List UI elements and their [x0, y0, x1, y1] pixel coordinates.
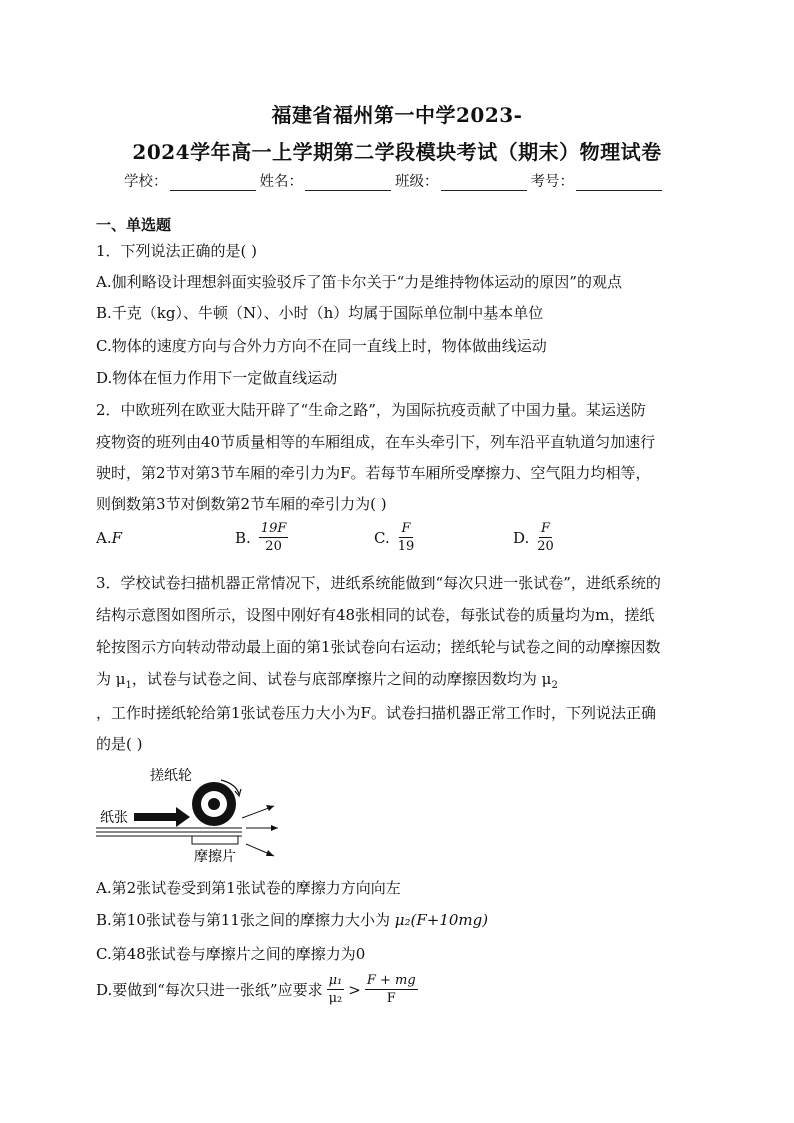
q2-stem-line3: 驶时，第2节对第3节车厢的牵引力为F。若每节车厢所受摩擦力、空气阻力均相等，: [96, 464, 651, 482]
q2-option-b: B. $\frac{19F}{20}$: [235, 521, 287, 554]
q3-option-d-rhs: $\frac{F + mg}{F}$: [366, 973, 416, 1006]
push-arrow-icon: [134, 813, 176, 821]
section-title: 一、单选题: [96, 216, 172, 234]
q3-stem-line2: 结构示意图如图所示，设图中刚好有48张相同的试卷，每张试卷的质量均为m，搓纸: [96, 606, 655, 624]
q1-option-a: A.伽利略设计理想斜面实验驳斥了笛卡尔关于“力是维持物体运动的原因”的观点: [96, 273, 622, 291]
name-label: 姓名：: [259, 174, 303, 190]
q3-option-d: D.要做到“每次只进一张纸”应要求 $\frac{\text{μ₁}}{\text{μ₂}}$ > $\frac{F + mg}{F}$: [96, 973, 416, 1006]
q3-stem-line5: ，工作时搓纸轮给第1张试卷压力大小为F。试卷扫描机器正常工作时，下列说法正确: [96, 704, 656, 722]
q2-stem-line2: 疫物资的班列由40节质量相等的车厢组成，在车头牵引下，列车沿平直轨道匀加速行: [96, 433, 656, 451]
q3-option-b: B.第10张试卷与第11张之间的摩擦力大小为 μ₂(F+10mg): [96, 911, 489, 929]
q2-stem-line1: 2．中欧班列在欧亚大陆开辟了“生命之路”，为国际抗疫贡献了中国力量。某运送防: [96, 401, 646, 419]
class-label: 班级：: [395, 174, 439, 190]
paper-feed-diagram: [96, 764, 296, 864]
school-field[interactable]: [124, 170, 256, 191]
school-label: 学校：: [124, 174, 168, 190]
q2-option-d-fraction: $\frac{F}{20}$: [537, 521, 554, 554]
q1-stem: 1．下列说法正确的是( ): [96, 242, 258, 260]
q2-option-c: C. $\frac{F}{19}$: [374, 521, 415, 554]
q3-stem-line3: 轮按图示方向转动带动最上面的第1张试卷向右运动；搓纸轮与试卷之间的动摩擦因数: [96, 638, 661, 656]
friction-pad: [192, 836, 238, 844]
school-blank[interactable]: [170, 174, 256, 191]
page-title-line2: 2024学年高一上学期第二学段模块考试（期末）物理试卷: [132, 140, 662, 164]
paper-label: 纸张: [100, 810, 128, 826]
q1-option-d: D.物体在恒力作用下一定做直线运动: [96, 369, 338, 387]
q2-stem-line4: 则倒数第3节对倒数第2节车厢的牵引力为( ): [96, 495, 387, 513]
q3-option-b-formula: μ₂(F+10mg): [394, 911, 489, 929]
q2-option-a: A. F: [96, 528, 123, 547]
q2-option-b-fraction: $\frac{19F}{20}$: [260, 521, 287, 554]
q3-option-d-lhs: $\frac{\text{μ₁}}{\text{μ₂}}$: [328, 973, 343, 1006]
page-title-line1: 福建省福州第一中学2023-: [271, 103, 523, 127]
pad-label: 摩擦片: [194, 849, 236, 864]
q2-option-c-fraction: $\frac{F}{19}$: [397, 521, 415, 554]
exam-number-field[interactable]: [531, 170, 663, 191]
roller-label: 搓纸轮: [150, 768, 192, 784]
q3-option-a: A.第2张试卷受到第1张试卷的摩擦力方向向左: [96, 879, 401, 897]
q3-option-c: C.第48张试卷与摩擦片之间的摩擦力为0: [96, 945, 366, 963]
q3-stem-line1: 3．学校试卷扫描机器正常情况下，进纸系统能做到“每次只进一张试卷”，进纸系统的: [96, 574, 661, 592]
student-info-row: [124, 170, 666, 191]
q1-option-b: B.千克（kg）、牛顿（N）、小时（h）均属于国际单位制中基本单位: [96, 304, 544, 322]
name-blank[interactable]: [305, 174, 391, 191]
q3-stem-line4: 为 $\mu_1$，试卷与试卷之间、试卷与底部摩擦片之间的动摩擦因数均为 $\mu_2$: [96, 670, 558, 691]
q2-options: [96, 522, 652, 553]
q2-option-d: D. $\frac{F}{20}$: [513, 521, 554, 554]
exam-number-blank[interactable]: [576, 174, 662, 191]
class-blank[interactable]: [441, 174, 527, 191]
exam-number-label: 考号：: [530, 174, 574, 190]
q2-option-a-value: F: [111, 528, 123, 547]
class-field[interactable]: [395, 170, 527, 191]
name-field[interactable]: [260, 170, 392, 191]
q1-option-c: C.物体的速度方向与合外力方向不在同一直线上时，物体做曲线运动: [96, 337, 547, 355]
q3-stem-line6: 的是( ): [96, 735, 143, 753]
